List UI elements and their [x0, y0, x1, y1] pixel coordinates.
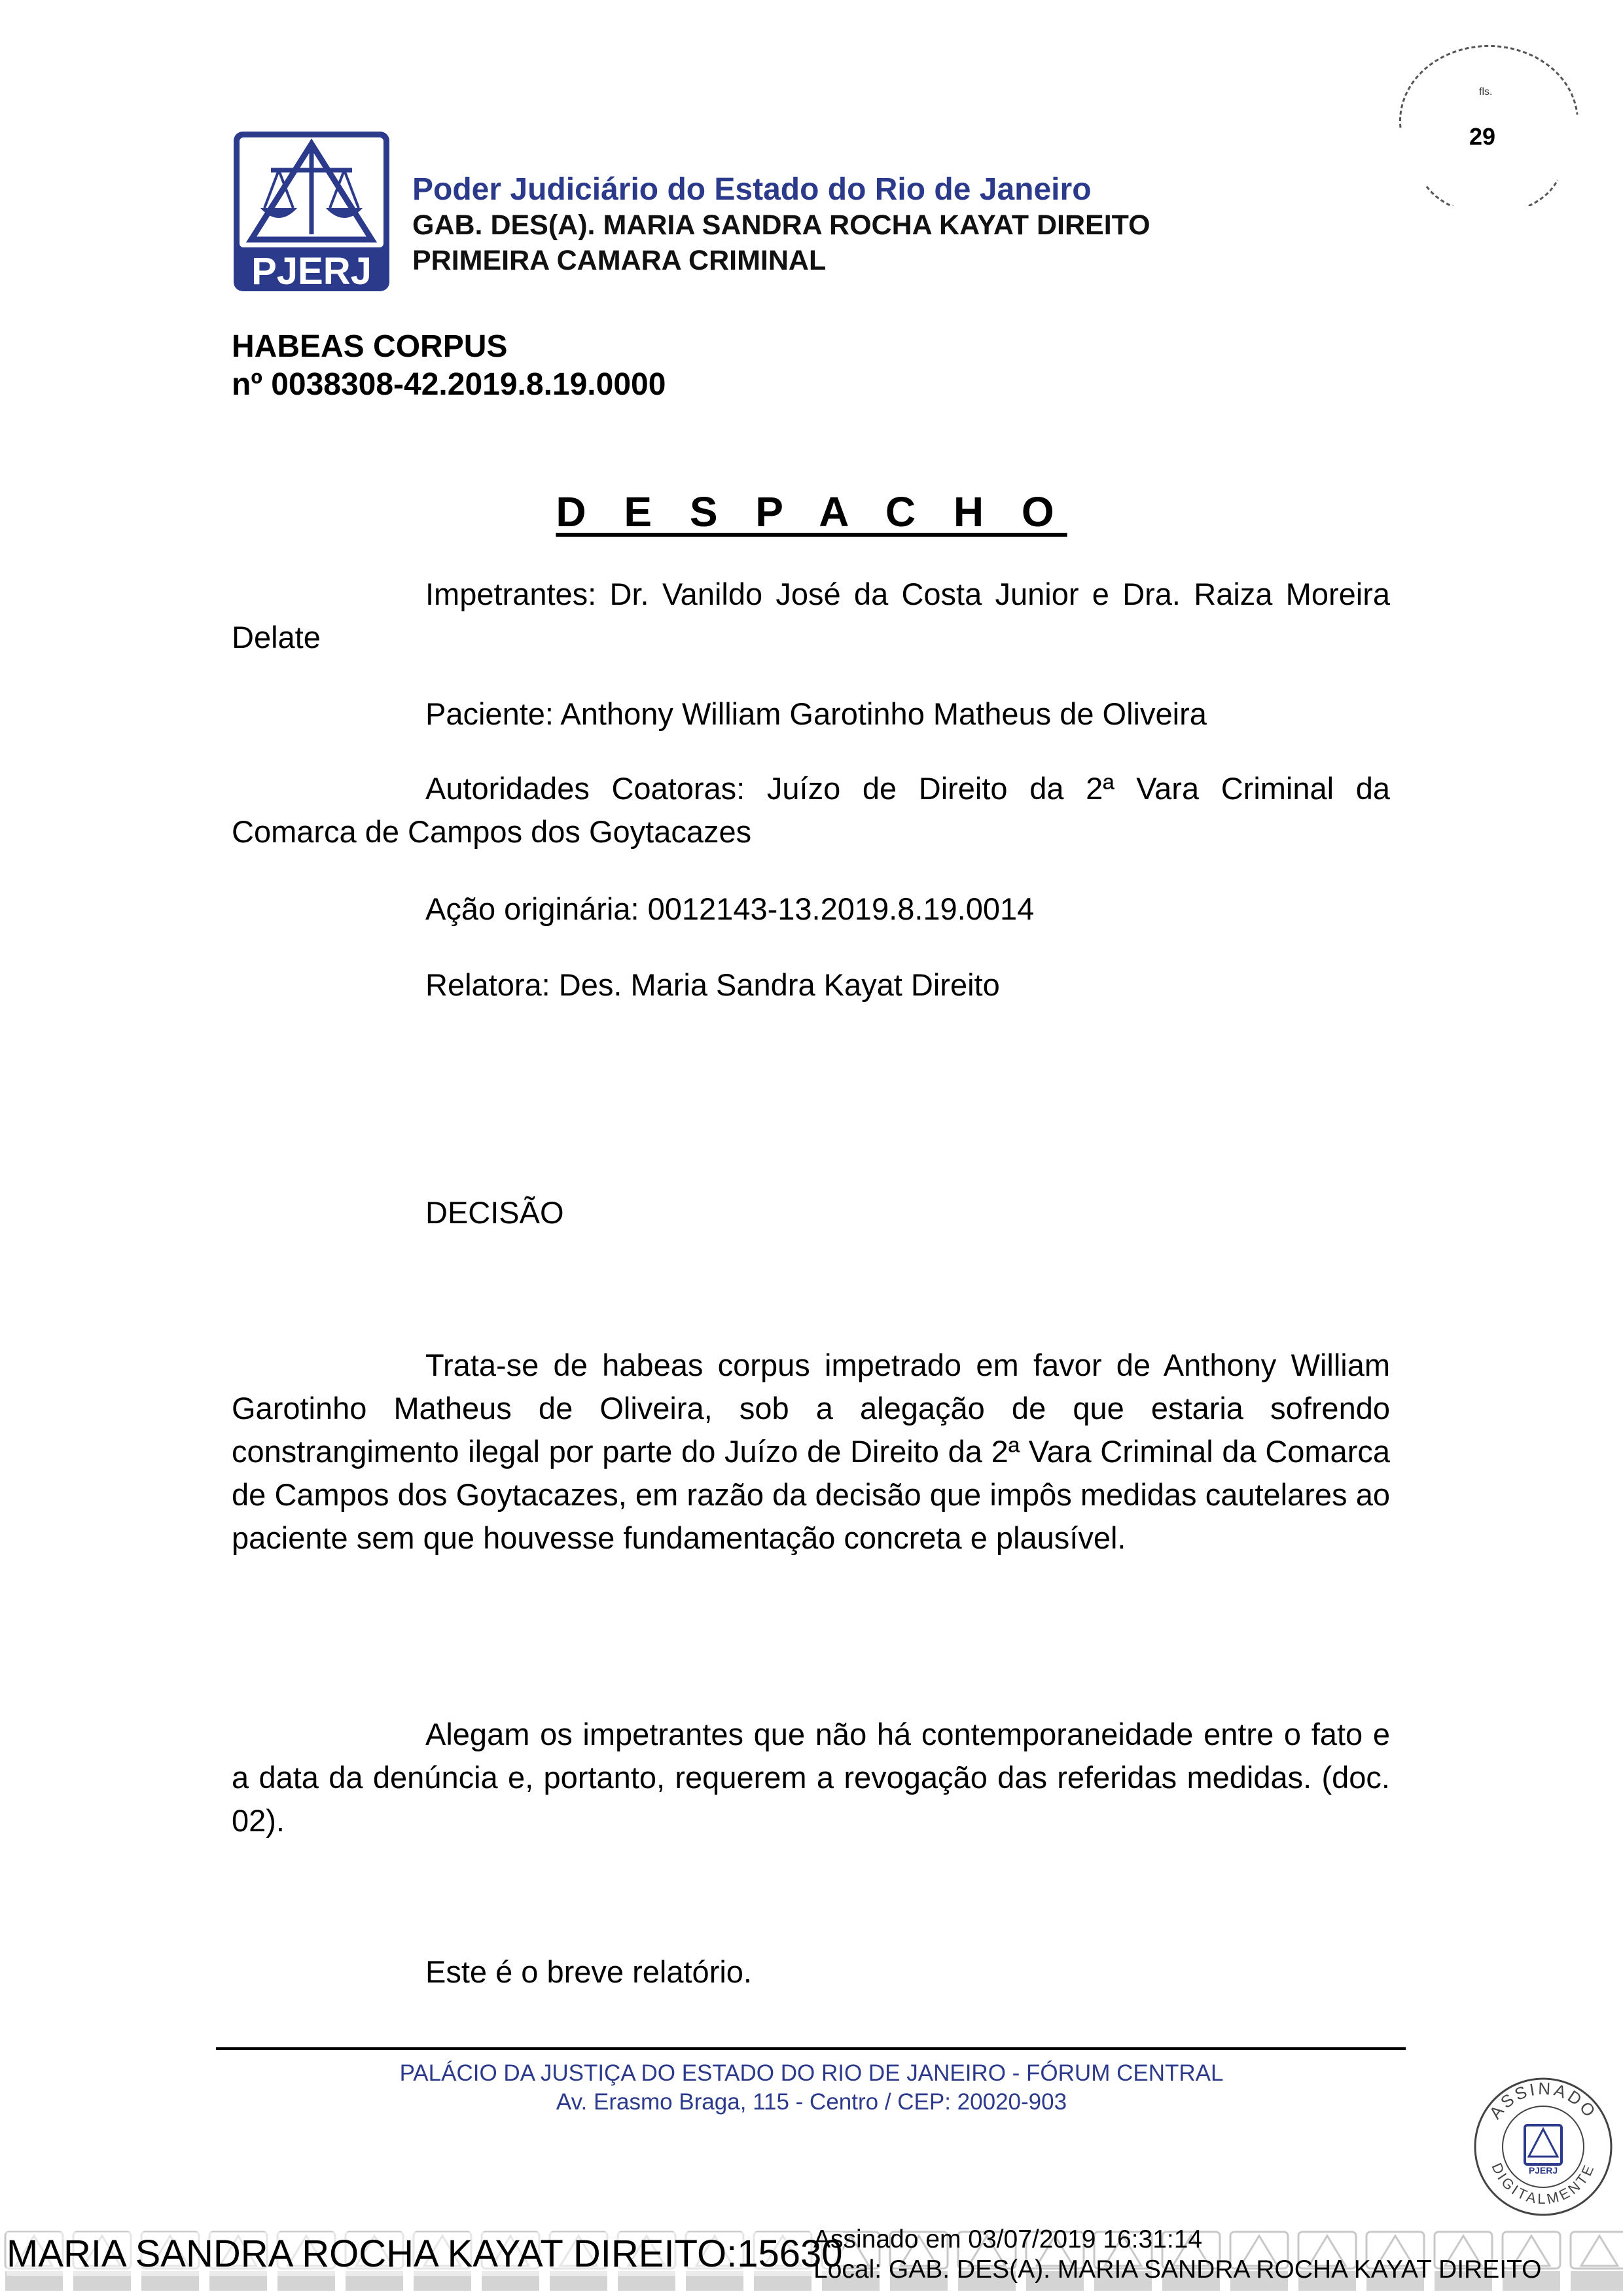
relatora: Relatora: Des. Maria Sandra Kayat Direito: [425, 967, 1000, 1002]
autoridades-coatoras: Autoridades Coatoras: Juízo de Direito da 2ª Vara Criminal da Comarca de Campos dos Goytacazes: [232, 771, 1390, 849]
digital-signature-seal: [1471, 2072, 1615, 2222]
footer-divider: [216, 2047, 1406, 2050]
logo-text: PJERJ: [251, 250, 372, 293]
svg-text:ASSINADO: [1485, 2079, 1601, 2123]
seal-top-text: ASSINADO: [1485, 2078, 1601, 2123]
footer-line-2: Av. Erasmo Braga, 115 - Centro / CEP: 20020-903: [556, 2089, 1067, 2115]
page-stamp: [1387, 36, 1584, 206]
office-name: GAB. DES(A). MARIA SANDRA ROCHA KAYAT DIREITO: [412, 209, 1150, 241]
paciente: Paciente: Anthony William Garotinho Matheus de Oliveira: [425, 696, 1207, 731]
seal-center-text: PJERJ: [1528, 2165, 1558, 2176]
acao-originaria: Ação originária: 0012143-13.2019.8.19.0014: [425, 891, 1035, 926]
document-title-text: D E S P A C H O: [556, 488, 1067, 535]
paragraph-3: Este é o breve relatório.: [425, 1954, 752, 1989]
footer-line-1: PALÁCIO DA JUSTIÇA DO ESTADO DO RIO DE JANEIRO - FÓRUM CENTRAL: [399, 2060, 1224, 2086]
paragraph-2: Alegam os impetrantes que não há contemporaneidade entre o fato e a data da denúncia e, portanto, requerem a revogação das referidas medidas. (doc. 02).: [232, 1717, 1390, 1838]
case-number: nº 0038308-42.2019.8.19.0000: [232, 367, 666, 402]
document-title: [0, 488, 1623, 536]
signer-name: MARIA SANDRA ROCHA KAYAT DIREITO:15630: [7, 2233, 843, 2275]
impetrantes: Impetrantes: Dr. Vanildo José da Costa Junior e Dra. Raiza Moreira Delate: [232, 577, 1390, 655]
case-type: HABEAS CORPUS: [232, 329, 508, 364]
paragraph-1: Trata-se de habeas corpus impetrado em favor de Anthony William Garotinho Matheus de Oliveira, sob a alegação de que estaria sofrendo constrangimento ilegal por parte do Juízo de Direito da 2ª Vara Criminal da Comarca de Campos dos Goytacazes, em razão da decisão que impôs medidas cautelares ao paciente sem que houvesse fundamentação concreta e plausível.: [232, 1348, 1390, 1555]
pjerj-logo: [232, 130, 391, 293]
chamber-name: PRIMEIRA CAMARA CRIMINAL: [412, 245, 827, 276]
court-name: Poder Judiciário do Estado do Rio de Janeiro: [412, 172, 1092, 207]
page-number: 29: [1469, 123, 1496, 150]
decisao-heading: DECISÃO: [425, 1195, 564, 1230]
signed-location: Local: GAB. DES(A). MARIA SANDRA ROCHA KAYAT DIREITO: [813, 2255, 1542, 2284]
stamp-small-text: fls.: [1479, 86, 1493, 98]
seal-bottom-text: DIGITALMENTE: [1488, 2160, 1598, 2208]
signed-date: Assinado em 03/07/2019 16:31:14: [813, 2225, 1203, 2253]
